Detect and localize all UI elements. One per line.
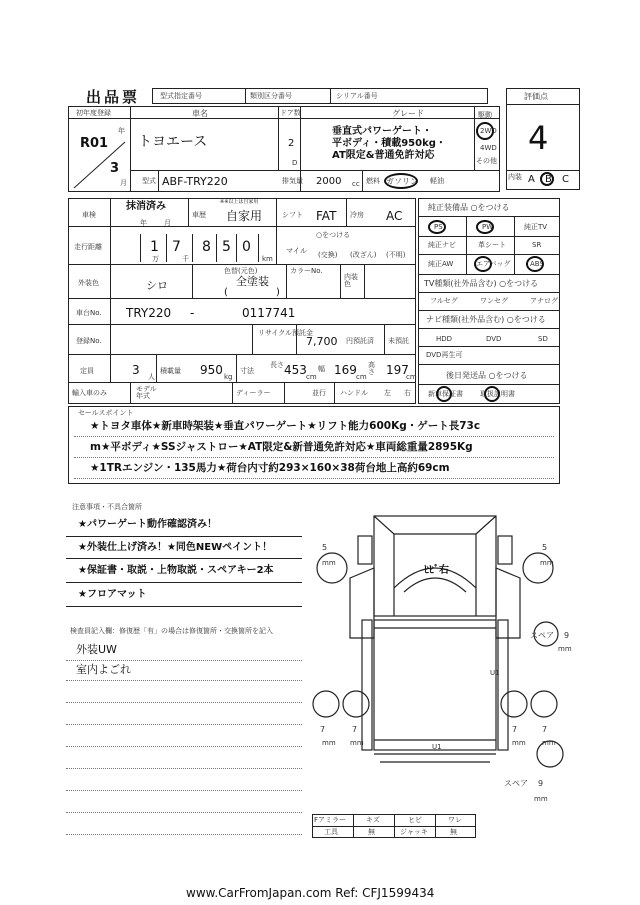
capacity-value: 3 [132,363,140,377]
after-manual-circle [484,386,500,402]
displacement: 2000 [316,176,342,187]
grade-line2: 平ボディ・積載950kg・ [332,138,446,149]
equip-ps: PS [434,223,443,231]
inspector-line-2: 室内よごれ [76,663,131,676]
exterior-color: シロ [146,279,168,292]
drive-2wd-circle [476,122,494,140]
name-label: 車名 [192,109,208,118]
spare-1: 9 [564,631,570,640]
footer-ref: www.CarFromJapan.com Ref: CFJ1599434 [186,886,435,900]
mileage-digit-4: 5 [222,239,231,255]
sales-line-3: ★1TRエンジン・135馬力★荷台内寸約293×160×38荷台地上高約69cm [90,462,450,474]
truck-diagram [310,508,570,808]
width-value: 169 [334,363,357,377]
interior-b: B [545,174,552,185]
drive-2wd: 2WD [480,127,497,135]
shift-value: FAT [316,209,337,223]
grade-label: グレード [392,109,424,118]
mileage-digit-3: 8 [202,239,211,255]
equip-abs: ABS [530,260,544,268]
category-no-label: 類別区分番号 [250,92,292,100]
note-line-4: ★フロアマット [78,589,147,600]
after-warranty-circle [436,386,452,402]
equip-airbag: エアバッグ [476,260,511,268]
after-manual: 取扱説明書 [480,390,515,398]
first-reg-label: 初年度登録 [76,109,111,117]
mark-u1: U1 [490,669,500,677]
score-value: 4 [528,119,549,157]
equip-pw: PW [482,223,494,231]
equip-ps-circle [428,220,446,234]
grade-line1: 垂直式パワーゲート・ [332,126,432,137]
mileage-digit-5: 0 [242,239,251,255]
spare-2: 9 [538,779,544,788]
mark-hibi: ﾋﾋﾞ右 [424,565,449,576]
equip-airbag-circle [474,256,492,272]
inspection-value: 抹消済み [126,201,166,212]
vehicle-name: トヨエース [138,134,208,150]
inspector-line-1: 外装UW [76,643,117,656]
ac-value: AC [386,209,403,223]
paint: 全塗装 [236,275,269,288]
doors: 2 [288,138,295,149]
fuel: ガソリン [386,177,418,186]
score-label: 評価点 [524,92,548,101]
interior-a: A [528,174,535,185]
tread-fr: 5 [542,543,548,552]
diagonal-line [70,140,128,190]
sales-line-2: m★平ボディ★SSジャストロー★AT限定&新普通免許対応★車両総重量2895Kg [90,441,473,453]
note-line-1: ★パワーゲート動作確認済み！ [78,519,217,530]
fuel-circle [384,173,418,189]
note-line-3: ★保証書・取説・上物取説・スペアキー2本 [78,565,274,576]
length-value: 453 [284,363,307,377]
chassis-model: TRY220 [126,306,172,320]
era: R01 [80,136,109,151]
recycle-value: 7,700 [306,335,338,348]
mark-u1-b: U1 [432,743,442,751]
note-line-2: ★外装仕上げ済み！★同色NEWペイント！ [78,542,273,553]
doors-label: ドア数 [280,109,301,117]
form-title: 出品票 [86,88,141,106]
chassis-number: 0117741 [242,306,296,320]
sales-line-1: ★トヨタ車体★新車時架装★垂直パワーゲート★リフト能力600Kg・ゲート長73c [90,420,481,432]
reg-month: 3 [110,161,120,176]
equip-pw-circle [476,220,494,234]
interior-label: 内装 [508,173,522,181]
use-value: 自家用 [226,209,263,223]
model-code: ABF-TRY220 [162,175,228,188]
mileage-digit-2: 7 [172,239,181,255]
after-warranty: 新車保証書 [428,390,463,398]
grade-line3: AT限定&普通免許対応 [332,150,435,161]
tread-rr2: 7 [542,725,548,734]
tread-rl2: 7 [352,725,358,734]
approval-no-label: 型式指定番号 [160,92,202,100]
interior-c: C [562,174,569,185]
load-value: 950 [200,363,223,377]
height-value: 197 [386,363,409,377]
tread-fl: 5 [322,543,328,552]
serial-no-label: シリアル番号 [336,92,378,100]
tread-rl: 7 [320,725,326,734]
equip-abs-circle [526,256,544,272]
mileage-digit-1: 1 [150,239,159,255]
tread-rr: 7 [512,725,518,734]
header-number-row [152,88,488,104]
interior-b-circle [540,172,554,186]
